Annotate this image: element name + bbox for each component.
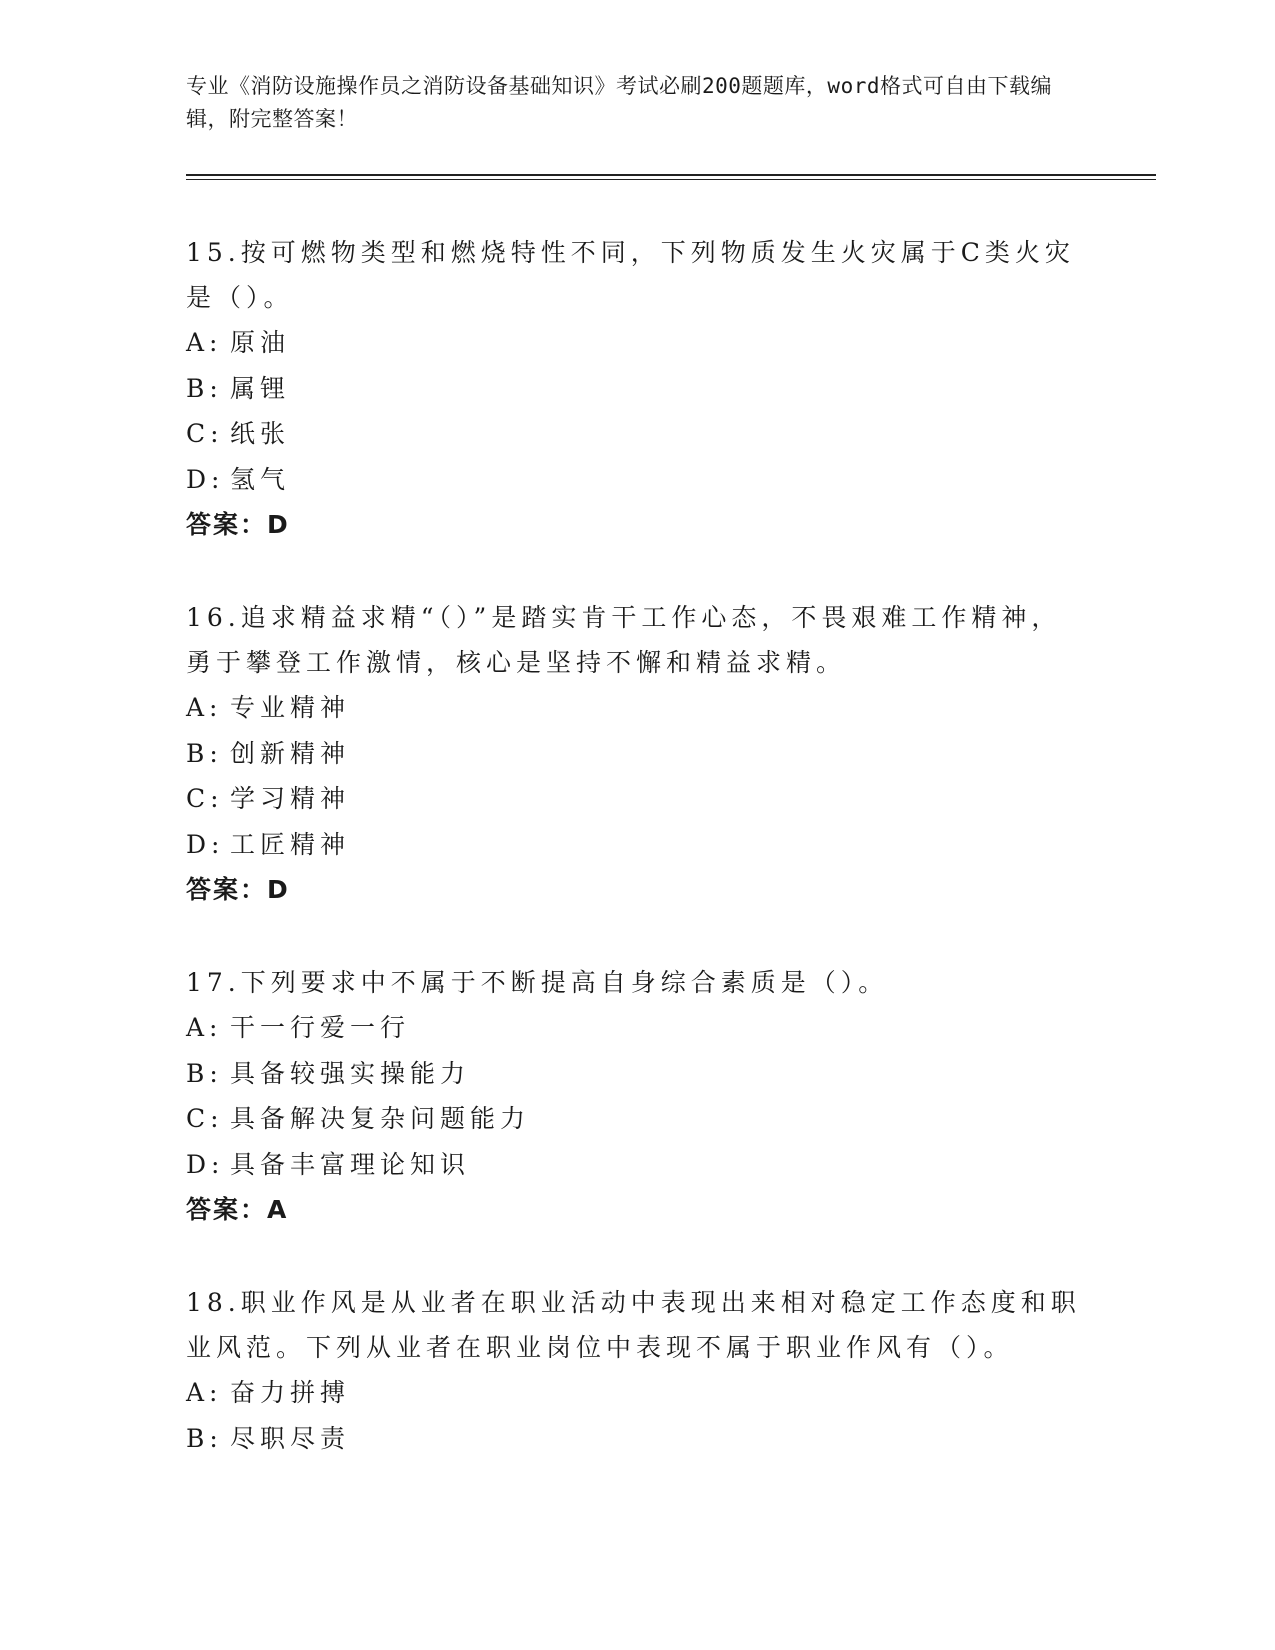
option-letter: A: — [186, 1013, 223, 1042]
question-block — [186, 230, 1156, 547]
option-letter: D: — [186, 1149, 225, 1179]
question-stem: 16.追求精益求精“（）”是踏实肯干工作心态，不畏艰难工作精神，勇于攀登工作激情，核心是坚持不懈和精益求精。 — [186, 603, 1062, 677]
answer-option — [186, 1142, 1156, 1188]
document-page — [186, 70, 1156, 1509]
answer-value: D — [267, 510, 290, 539]
option-text: 干一行爱一行 — [230, 1013, 411, 1042]
question-list — [186, 230, 1156, 1461]
answer-option — [186, 1051, 1156, 1097]
option-text: 属锂 — [230, 373, 291, 403]
answer-value: A — [267, 1195, 289, 1224]
answer-value: D — [267, 875, 290, 904]
option-text: 具备较强实操能力 — [230, 1058, 471, 1088]
header-divider — [186, 174, 1156, 180]
option-text: 工匠精神 — [230, 829, 351, 859]
answer-option — [186, 685, 1156, 731]
answer-option — [186, 1416, 1156, 1462]
option-text: 创新精神 — [230, 738, 351, 768]
option-letter: D: — [186, 829, 225, 859]
question-stem: 15.按可燃物类型和燃烧特性不同，下列物质发生火灾属于C类火灾是（）。 — [186, 238, 1075, 312]
answer-prefix: 答案： — [186, 510, 268, 539]
option-text: 具备解决复杂问题能力 — [230, 1104, 531, 1133]
option-text: 学习精神 — [230, 784, 351, 813]
option-letter: B: — [186, 373, 223, 403]
option-letter: B: — [186, 1423, 223, 1453]
question-stem: 18.职业作风是从业者在职业活动中表现出来相对稳定工作态度和职业风范。下列从业者在职业岗位中表现不属于职业作风有（）。 — [186, 1288, 1081, 1362]
option-letter: B: — [186, 1058, 223, 1088]
answer-option — [186, 1005, 1156, 1051]
option-letter: D: — [186, 464, 225, 494]
answer-line — [186, 1187, 1156, 1232]
option-letter: A: — [186, 693, 223, 722]
answer-option — [186, 457, 1156, 503]
answer-option — [186, 320, 1156, 366]
answer-line — [186, 502, 1156, 547]
option-text: 尽职尽责 — [230, 1423, 351, 1453]
answer-option — [186, 822, 1156, 868]
question-stem: 17.下列要求中不属于不断提高自身综合素质是（）。 — [186, 968, 889, 997]
document-header: 专业《消防设施操作员之消防设备基础知识》考试必刷200题题库，word格式可自由下载编辑，附完整答案！ — [186, 74, 1052, 131]
option-letter: A: — [186, 328, 223, 357]
option-text: 专业精神 — [230, 693, 351, 722]
option-letter: A: — [186, 1378, 223, 1407]
question-block — [186, 960, 1156, 1232]
answer-line — [186, 867, 1156, 912]
option-letter: C: — [186, 1104, 224, 1133]
answer-option — [186, 366, 1156, 412]
answer-option — [186, 731, 1156, 777]
option-text: 氢气 — [230, 464, 291, 494]
option-letter: C: — [186, 419, 224, 448]
option-text: 原油 — [230, 328, 291, 357]
option-text: 纸张 — [230, 419, 291, 448]
answer-option — [186, 1370, 1156, 1416]
answer-prefix: 答案： — [186, 875, 268, 904]
answer-option — [186, 776, 1156, 822]
answer-option — [186, 411, 1156, 457]
answer-option — [186, 1096, 1156, 1142]
option-letter: B: — [186, 738, 223, 768]
option-letter: C: — [186, 784, 224, 813]
option-text: 具备丰富理论知识 — [230, 1149, 471, 1179]
question-block — [186, 1280, 1156, 1461]
option-text: 奋力拼搏 — [230, 1378, 351, 1407]
answer-prefix: 答案： — [186, 1195, 268, 1224]
question-block — [186, 595, 1156, 912]
